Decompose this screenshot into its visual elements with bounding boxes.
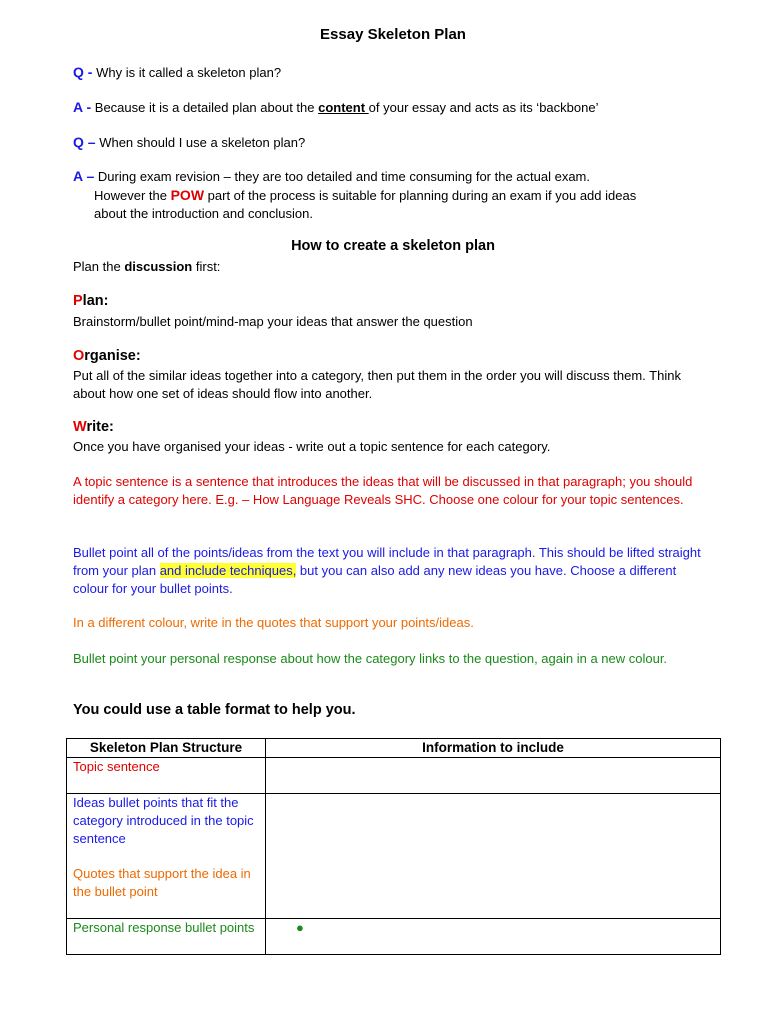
question-tag: Q - [73,64,93,80]
table-header: Skeleton Plan Structure [67,739,266,758]
section-heading: How to create a skeleton plan [291,238,495,254]
question-text: When should I use a skeleton plan? [99,135,306,150]
table-cell-personal: Personal response bullet points [67,919,266,955]
step-rest: rite: [86,419,114,435]
table-row [67,794,721,919]
intro-after: first: [192,259,221,274]
table-cell-ideas-quotes [67,794,266,919]
table-cell-topic: Topic sentence [67,758,266,794]
table-cell-ideas: Ideas bullet points that fit the category introduced in the topic sentence [73,795,254,846]
note-text-before: Bullet point all of the points/ideas from the text you will include in that paragraph. This should be lifted straight from your plan [73,545,701,578]
table-cell-quotes: Quotes that support the idea in the bullet point [73,866,251,899]
table-header: Information to include [266,739,721,758]
step-write-text: Once you have organised your ideas - write out a topic sentence for each category. [73,439,551,454]
bullet-dot-icon: ● [296,920,304,935]
page-title: Essay Skeleton Plan [320,26,466,43]
question-tag: Q – [73,134,96,150]
bullet-points-note [73,544,703,598]
step-organise-heading [73,348,141,364]
step-plan-heading [73,293,108,309]
intro-before: Plan the [73,259,125,274]
table-row [67,758,721,794]
quotes-note: In a different colour, write in the quotes that support your points/ideas. [73,615,474,630]
answer-text-before: Because it is a detailed plan about the [94,100,319,115]
table-cell-empty [266,758,721,794]
step-plan-text: Brainstorm/bullet point/mind-map your ideas that answer the question [73,314,473,329]
step-initial: P [73,293,83,309]
answer-2 [73,167,636,223]
intro-bold: discussion [124,259,193,274]
answer-emphasis: content [318,100,369,115]
step-rest: lan: [82,293,109,309]
answer-line-3: about the introduction and conclusion. [94,206,313,221]
personal-response-note: Bullet point your personal response about how the category links to the question, again in a new colour. [73,651,668,666]
step-initial: W [73,419,87,435]
step-organise-text: Put all of the similar ideas together into a category, then put them in the order you will discuss them. Think about how one set of ideas should flow into another. [73,368,681,401]
step-initial: O [73,348,85,364]
table-header-row [67,739,721,758]
intro-line [73,258,713,276]
table-row [67,919,721,955]
answer-line-1: During exam revision – they are too detailed and time consuming for the actual exam. [97,169,591,184]
question-1 [73,63,281,82]
answer-line-2-after: part of the process is suitable for planning during an exam if you add ideas [204,188,637,203]
highlighted-text: and include techniques, [159,563,297,578]
answer-text-after: of your essay and acts as its ‘backbone’ [368,100,599,115]
table-cell-bullet [266,919,721,955]
answer-1 [73,98,598,117]
step-write-heading [73,419,114,435]
pow-keyword: POW [170,187,205,203]
step-rest: rganise: [84,348,141,364]
answer-tag: A – [73,168,95,184]
answer-line-2-before: However the [94,188,171,203]
question-text: Why is it called a skeleton plan? [96,65,282,80]
table-cell-empty [266,794,721,919]
skeleton-plan-table [66,738,721,955]
table-intro: You could use a table format to help you. [73,702,356,718]
answer-tag: A - [73,99,92,115]
note-text-after: but you can also add any new ideas you have. Choose a different colour for your bullet points. [73,563,677,596]
question-2 [73,133,305,152]
topic-sentence-note: A topic sentence is a sentence that introduces the ideas that will be discussed in that paragraph; you should identify a category here. E.g. – How Language Reveals SHC. Choose one colour for your topic sentences. [73,474,693,507]
